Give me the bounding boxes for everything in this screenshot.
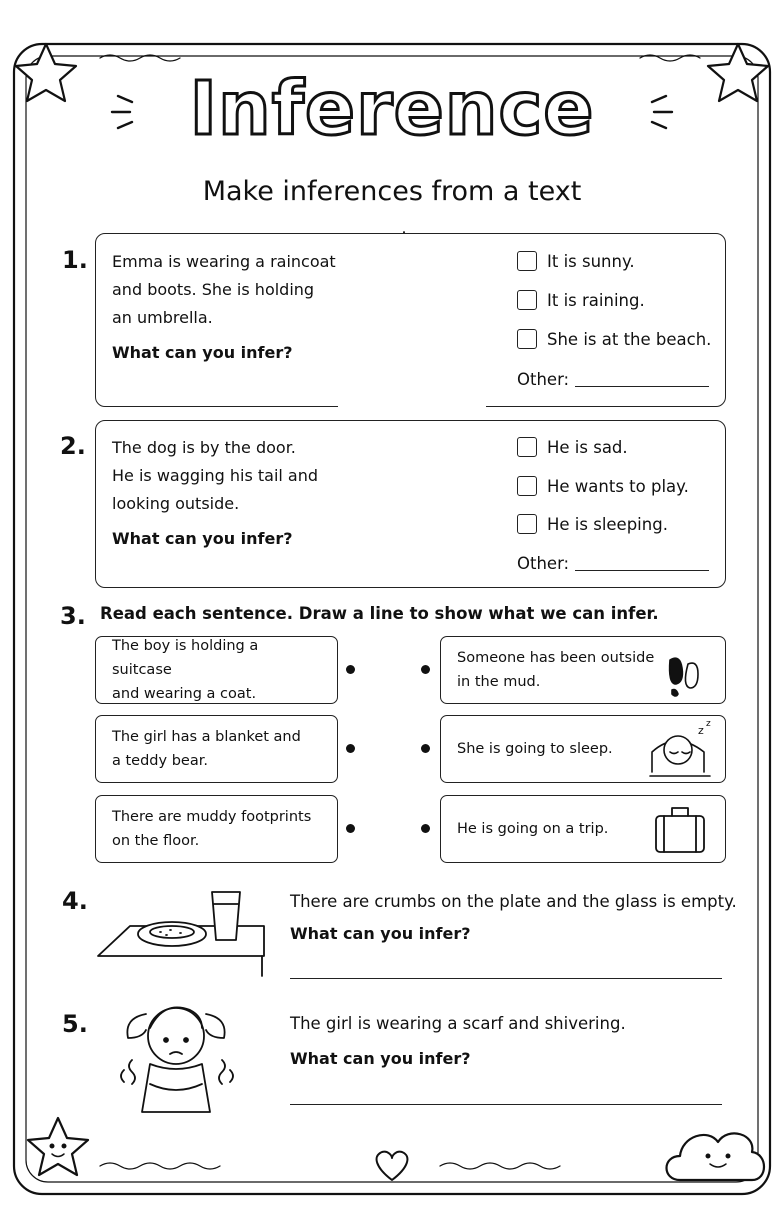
other-field[interactable]: [517, 370, 709, 389]
passage-line: Emma is wearing a raincoat: [112, 252, 336, 271]
question-number: 5.: [62, 1010, 88, 1038]
other-label: Other:: [517, 370, 570, 389]
checkbox[interactable]: [517, 329, 537, 349]
option-2[interactable]: [517, 290, 645, 310]
table-plate-glass-illustration: [98, 892, 264, 976]
passage-line: looking outside.: [112, 494, 240, 513]
box-gap: [338, 396, 486, 412]
other-label: Other:: [517, 554, 570, 573]
question-2-passage: [112, 434, 318, 518]
option-3[interactable]: [517, 329, 711, 349]
match-text: and wearing a coat.: [112, 686, 257, 702]
option-1[interactable]: [517, 437, 628, 457]
star-icon: [28, 1118, 88, 1175]
match-right-1[interactable]: [440, 636, 726, 704]
option-2[interactable]: [517, 476, 689, 496]
worksheet-title: Inference: [189, 66, 595, 152]
match-text: The boy is holding a suitcase: [112, 638, 259, 678]
shivering-girl-illustration: [121, 1007, 233, 1112]
other-answer-line[interactable]: [575, 373, 709, 387]
match-left-3[interactable]: [95, 795, 338, 863]
passage-line: an umbrella.: [112, 308, 213, 327]
match-dot[interactable]: [421, 744, 430, 753]
worksheet-subtitle: Make inferences from a text: [202, 176, 582, 207]
match-dot[interactable]: [346, 824, 355, 833]
question-prompt: What can you infer?: [290, 1049, 471, 1068]
option-label: He is sleeping.: [547, 514, 668, 534]
option-label: He is sad.: [547, 437, 628, 457]
question-prompt: What can you infer?: [290, 924, 471, 943]
match-dot[interactable]: [421, 824, 430, 833]
question-prompt: What can you infer?: [112, 343, 293, 362]
question-number: 2.: [60, 432, 86, 460]
svg-text:z: z: [698, 724, 704, 737]
checkbox[interactable]: [517, 290, 537, 310]
option-label: It is sunny.: [547, 251, 635, 271]
svg-text:z: z: [706, 719, 711, 729]
question-1-passage: [112, 248, 336, 332]
match-text: Someone has been outside: [457, 650, 655, 666]
match-left-2[interactable]: [95, 715, 338, 783]
match-text: He is going on a trip.: [457, 821, 609, 837]
option-label: It is raining.: [547, 290, 645, 310]
other-field[interactable]: [517, 554, 709, 573]
answer-line[interactable]: [290, 978, 722, 979]
passage-line: He is wagging his tail and: [112, 466, 319, 485]
checkbox[interactable]: [517, 476, 537, 496]
match-text: She is going to sleep.: [457, 741, 613, 757]
checkbox[interactable]: [517, 514, 537, 534]
heart-icon: [377, 1152, 408, 1180]
match-left-1[interactable]: [95, 636, 338, 704]
question-5-text: The girl is wearing a scarf and shivering.: [290, 1014, 626, 1033]
match-dot[interactable]: [421, 665, 430, 674]
question-number: 1.: [62, 246, 88, 274]
passage-line: The dog is by the door.: [112, 438, 296, 457]
question-number: 4.: [62, 887, 88, 915]
match-text: There are muddy footprints: [112, 809, 312, 825]
match-text: in the mud.: [457, 674, 541, 690]
match-text: on the floor.: [112, 833, 200, 849]
question-4-text: There are crumbs on the plate and the glass is empty.: [290, 892, 737, 911]
match-right-2[interactable]: [440, 715, 726, 783]
match-text: a teddy bear.: [112, 753, 208, 769]
cloud-icon: [667, 1133, 765, 1180]
other-answer-line[interactable]: [575, 557, 709, 571]
option-3[interactable]: [517, 514, 668, 534]
match-dot[interactable]: [346, 744, 355, 753]
match-text: The girl has a blanket and: [112, 729, 301, 745]
checkbox[interactable]: [517, 437, 537, 457]
question-3-instruction: Read each sentence. Draw a line to show what we can infer.: [100, 604, 659, 623]
answer-line[interactable]: [290, 1104, 722, 1105]
option-label: He wants to play.: [547, 476, 689, 496]
match-dot[interactable]: [346, 665, 355, 674]
question-prompt: What can you infer?: [112, 529, 293, 548]
passage-line: and boots. She is holding: [112, 280, 315, 299]
option-1[interactable]: [517, 251, 635, 271]
option-label: She is at the beach.: [547, 329, 712, 349]
checkbox[interactable]: [517, 251, 537, 271]
match-right-3[interactable]: [440, 795, 726, 863]
question-number: 3.: [60, 602, 86, 630]
